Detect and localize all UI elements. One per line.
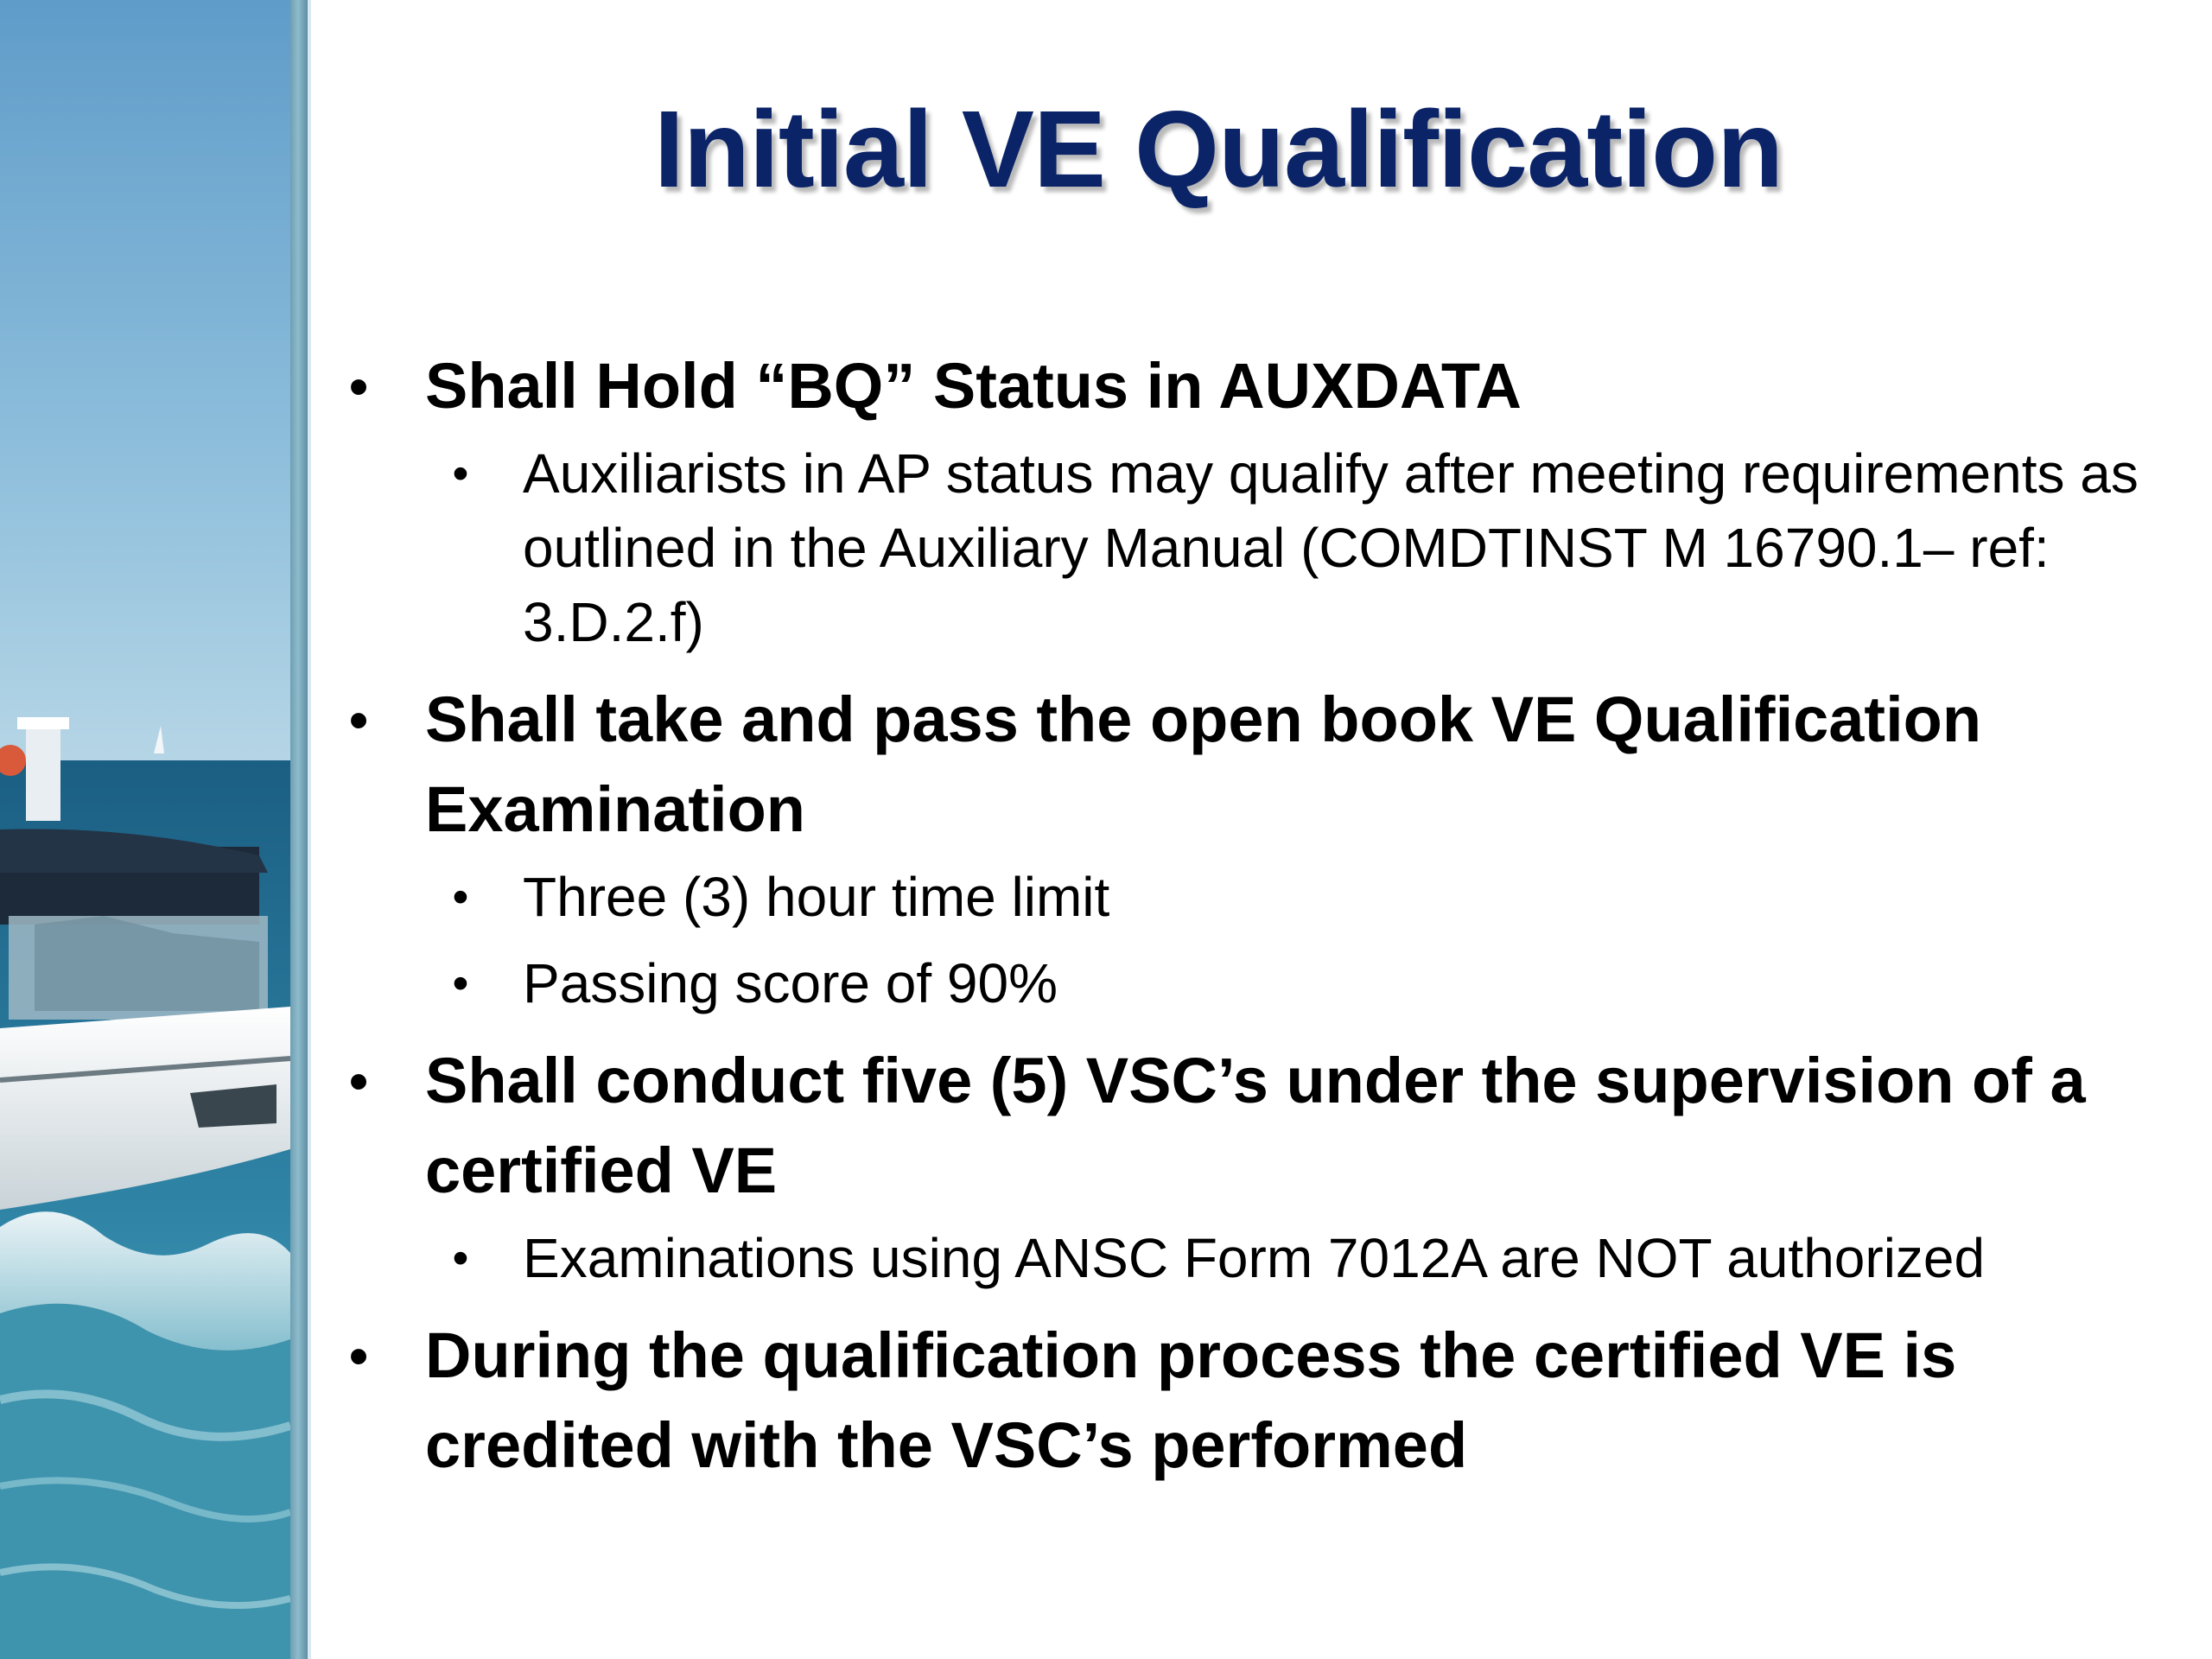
bullet-text: Shall conduct five (5) VSC’s under the supervision of a certified VE: [425, 1045, 2086, 1206]
sub-bullet-icon: •: [452, 1232, 469, 1284]
bullet-list: [328, 341, 2186, 1496]
bullet-item: [328, 675, 2186, 855]
sub-bullet-item: [328, 1221, 2186, 1295]
bullet-icon: •: [348, 354, 369, 418]
sub-bullet-item: [328, 946, 2186, 1020]
sub-bullet-item: [328, 436, 2186, 659]
sub-bullet-text: Auxiliarists in AP status may qualify after meeting requirements as outlined in the Auxiliary Manual (COMDTINST M 16790.1– ref: 3.D.2.f): [523, 442, 2139, 653]
bullet-item: [328, 1311, 2186, 1491]
bullet-icon: •: [348, 1049, 369, 1113]
sub-bullet-text: Examinations using ANSC Form 7012A are NOT authorized: [523, 1227, 1986, 1289]
sub-bullet-text: Passing score of 90%: [523, 952, 1058, 1014]
bullet-text: During the qualification process the certified VE is credited with the VSC’s performed: [425, 1319, 1957, 1481]
sub-bullet-icon: •: [452, 448, 469, 499]
bullet-icon: •: [348, 688, 369, 752]
left-accent-bar: [290, 0, 308, 1659]
sub-bullet-icon: •: [452, 957, 469, 1009]
bullet-item: [328, 1036, 2186, 1216]
bullet-item: [328, 341, 2186, 431]
bullet-text: Shall Hold “BQ” Status in AUXDATA: [425, 350, 1522, 422]
bullet-icon: •: [348, 1324, 369, 1388]
slide-title: Initial VE Qualification: [653, 88, 1783, 210]
boat-on-sea-photo: [0, 0, 290, 1659]
bullet-text: Shall take and pass the open book VE Qualification Examination: [425, 683, 1982, 845]
sub-bullet-icon: •: [452, 871, 469, 923]
sub-bullet-item: [328, 860, 2186, 934]
left-accent-edge: [308, 0, 311, 1659]
sub-bullet-text: Three (3) hour time limit: [523, 866, 1110, 928]
